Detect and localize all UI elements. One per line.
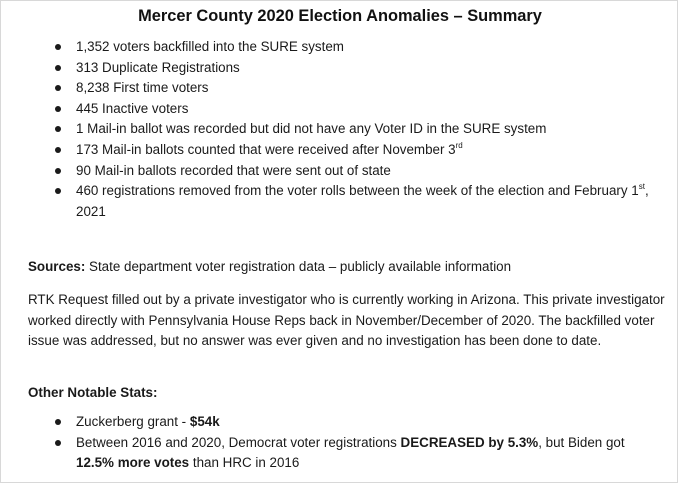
list-item <box>53 433 663 474</box>
ordinal-suffix: rd <box>455 140 463 150</box>
list-item-text: 173 Mail-in ballots counted that were received after November 3 <box>76 141 456 157</box>
page-title: Mercer County 2020 Election Anomalies – Summary <box>138 7 542 25</box>
sources-paragraph <box>28 257 668 278</box>
list-item <box>53 181 653 222</box>
bullet-dot-icon <box>55 65 61 71</box>
grant-amount: $54k <box>189 414 220 429</box>
list-item <box>53 119 653 140</box>
decrease-stat: DECREASED by 5.3% <box>400 434 539 450</box>
ordinal-suffix: st <box>638 181 645 191</box>
votes-stat: 12.5% more votes <box>76 455 190 471</box>
list-item <box>53 37 653 58</box>
list-item-text: , but Biden got <box>538 434 625 450</box>
bullet-dot-icon <box>55 419 61 425</box>
rtk-paragraph: RTK Request filled out by a private investigator who is currently working in Arizona. This private investigator worked directly with Pennsylvania House Reps back in November/December of 2020. The backfilled voter issue was addressed, but no answer was ever given and no investigation has been done to date. <box>28 292 665 349</box>
sources-text: State department voter registration data – publicly available information <box>85 259 512 274</box>
bullet-dot-icon <box>55 168 61 174</box>
list-item-text: 1,352 voters backfilled into the SURE system <box>76 39 344 54</box>
other-stats-heading: Other Notable Stats: <box>28 385 158 400</box>
list-item-text: 460 registrations removed from the voter rolls between the week of the election and February 1 <box>76 183 639 199</box>
bullet-dot-icon <box>55 126 61 132</box>
bullet-dot-icon <box>55 440 61 446</box>
list-item <box>53 412 663 433</box>
list-item <box>53 161 653 182</box>
list-item-text: Zuckerberg grant - <box>76 414 190 429</box>
list-item <box>53 78 653 99</box>
list-item-text: 313 Duplicate Registrations <box>76 59 240 75</box>
list-item-text: 445 Inactive voters <box>76 100 189 116</box>
list-item-text: 90 Mail-in ballots recorded that were sent out of state <box>76 162 391 178</box>
list-item-text: Between 2016 and 2020, Democrat voter registrations <box>76 434 401 450</box>
anomalies-list <box>53 37 653 222</box>
list-item-text-tail: , 2021 <box>76 183 649 219</box>
list-item-text: 8,238 First time voters <box>76 80 209 96</box>
list-item <box>53 99 653 120</box>
bullet-dot-icon <box>55 147 61 153</box>
bullet-dot-icon <box>55 85 61 91</box>
bullet-dot-icon <box>55 106 61 112</box>
list-item <box>53 140 653 161</box>
bullet-dot-icon <box>55 44 61 50</box>
other-stats-list <box>53 412 663 474</box>
bullet-dot-icon <box>55 188 61 194</box>
list-item <box>53 58 653 79</box>
sources-label: Sources: <box>28 259 86 274</box>
list-item-text: 1 Mail-in ballot was recorded but did not have any Voter ID in the SURE system <box>76 121 547 137</box>
list-item-text: than HRC in 2016 <box>189 455 300 471</box>
